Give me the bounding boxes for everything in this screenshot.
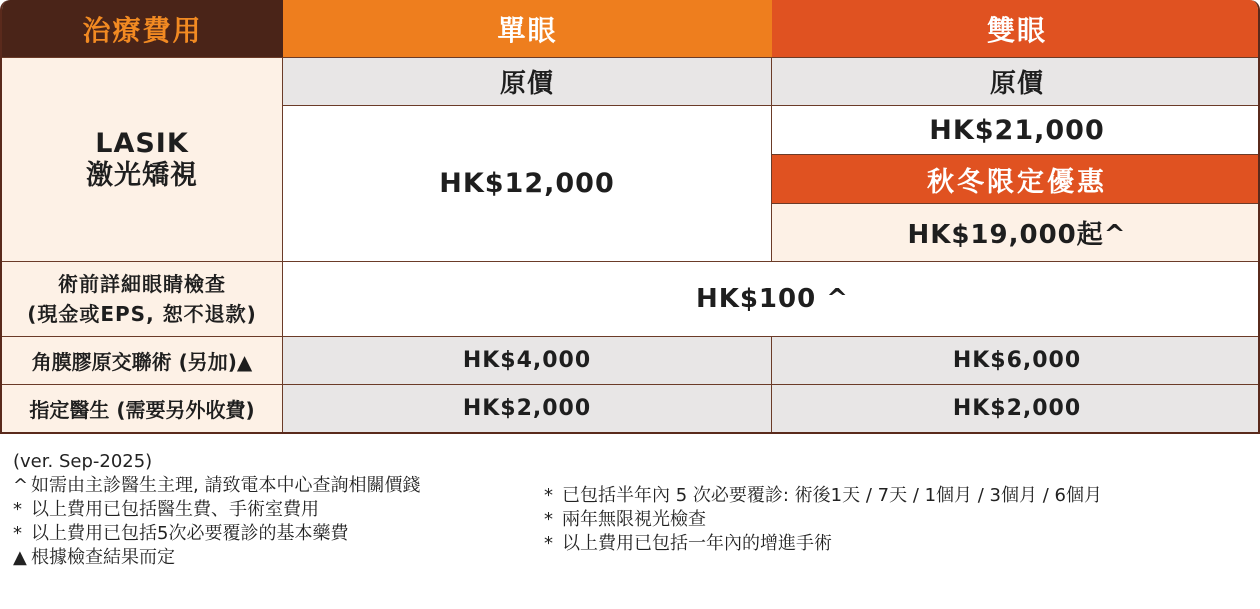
footnote-mark: * (544, 533, 553, 554)
footnote-text: 以上費用已包括一年內的增進手術 (562, 533, 832, 554)
footnotes-left (13, 450, 533, 570)
preop-exam-label-line1: 術前詳細眼睛檢查 (58, 272, 226, 296)
preop-exam-price: HK$100 ^ (283, 261, 1260, 336)
footnote-item (13, 474, 533, 498)
double-original-price-label: 原價 (772, 57, 1260, 105)
preop-exam-label (2, 261, 283, 336)
designated-doctor-double-price: HK$2,000 (772, 384, 1260, 432)
footnote-item (13, 522, 533, 546)
footnotes (13, 450, 1248, 600)
version-note: (ver. Sep-2025) (13, 451, 153, 472)
footnote-item (13, 546, 533, 570)
promo-badge: 秋冬限定優惠 (772, 154, 1260, 203)
footnote-text: 如需由主診醫生主理, 請致電本中心查詢相關價錢 (31, 475, 421, 496)
lasik-name-zh: 激光矯視 (86, 159, 198, 191)
header-double-eye: 雙眼 (772, 0, 1260, 57)
footnote-mark: ^ (13, 475, 29, 496)
footnote-text: 根據檢查結果而定 (31, 547, 175, 568)
preop-exam-label-line2: (現金或EPS, 恕不退款) (27, 302, 257, 326)
header-single-eye: 單眼 (283, 0, 772, 57)
footnote-text: 以上費用已包括5次必要覆診的基本藥費 (31, 523, 349, 544)
designated-doctor-label: 指定醫生 (需要另外收費) (2, 384, 283, 432)
single-original-price-label: 原價 (283, 57, 772, 105)
footnotes-right (544, 484, 1248, 556)
footnote-mark: * (13, 499, 22, 520)
footnote-mark: * (544, 509, 553, 530)
footnote-mark: * (544, 485, 553, 506)
footnote-mark: * (13, 523, 22, 544)
designated-doctor-single-price: HK$2,000 (283, 384, 772, 432)
lasik-double-price: HK$21,000 (772, 105, 1260, 154)
lasik-single-price: HK$12,000 (283, 105, 772, 261)
crosslinking-double-price: HK$6,000 (772, 336, 1260, 384)
footnote-item (544, 484, 1248, 508)
lasik-label (2, 57, 283, 261)
footnote-text: 以上費用已包括醫生費、手術室費用 (31, 499, 319, 520)
crosslinking-label: 角膜膠原交聯術 (另加)▲ (2, 336, 283, 384)
footnote-mark: ▲ (13, 547, 27, 568)
footnote-text: 兩年無限視光檢查 (562, 509, 706, 530)
footnote-item (544, 508, 1248, 532)
footnote-item (544, 532, 1248, 556)
footnote-item (13, 498, 533, 522)
crosslinking-single-price: HK$4,000 (283, 336, 772, 384)
footnote-text: 已包括半年內 5 次必要覆診: 術後1天 / 7天 / 1個月 / 3個月 / 6個月 (562, 485, 1102, 506)
lasik-promo-price: HK$19,000起^ (772, 203, 1260, 261)
header-treatment-cost: 治療費用 (2, 0, 283, 57)
lasik-name-en: LASIK (95, 127, 189, 159)
